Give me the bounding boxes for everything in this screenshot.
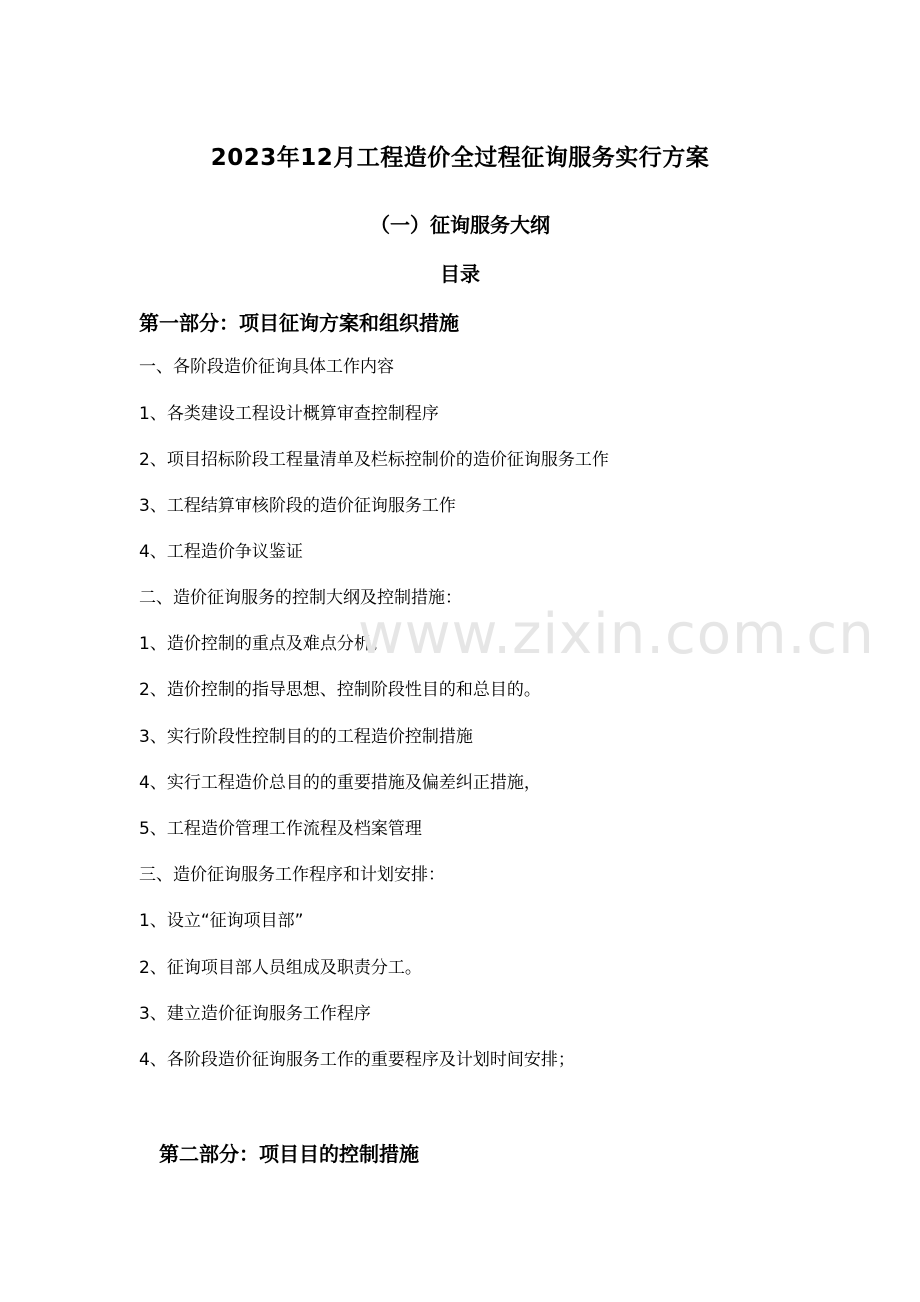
toc-line: 一、各阶段造价征询具体工作内容 [139,357,394,377]
toc-line: 1、造价控制的重点及难点分析。 [139,634,388,654]
toc-line: 3、建立造价征询服务工作程序 [139,1004,371,1024]
toc-line: 1、设立“征询项目部” [139,911,304,931]
toc-title: 目录 [440,262,480,286]
document-title: 2023年12月工程造价全过程征询服务实行方案 [210,145,710,171]
toc-line: 2、征询项目部人员组成及职责分工。 [139,958,422,978]
toc-line: 1、各类建设工程设计概算审查控制程序 [139,404,439,424]
toc-line: 4、实行工程造价总目的的重要措施及偏差纠正措施， [139,773,541,793]
toc-line: 3、工程结算审核阶段的造价征询服务工作 [139,496,456,516]
part2-heading: 第二部分：项目目的控制措施 [159,1142,419,1166]
toc-line: 4、工程造价争议鉴证 [139,542,303,562]
document-subtitle: （一）征询服务大纲 [370,213,550,237]
toc-line: 三、造价征询服务工作程序和计划安排： [139,865,445,885]
toc-line: 5、工程造价管理工作流程及档案管理 [139,819,422,839]
toc-line: 2、造价控制的指导思想、控制阶段性目的和总目的。 [139,680,541,700]
toc-line: 4、各阶段造价征询服务工作的重要程序及计划时间安排； [139,1050,575,1070]
toc-line: 3、实行阶段性控制目的的工程造价控制措施 [139,727,473,747]
toc-line: 二、造价征询服务的控制大纲及控制措施： [139,588,462,608]
watermark: www.zixin.com.cn [358,602,875,667]
part1-heading: 第一部分：项目征询方案和组织措施 [139,311,459,335]
toc-line: 2、项目招标阶段工程量清单及栏标控制价的造价征询服务工作 [139,450,609,470]
